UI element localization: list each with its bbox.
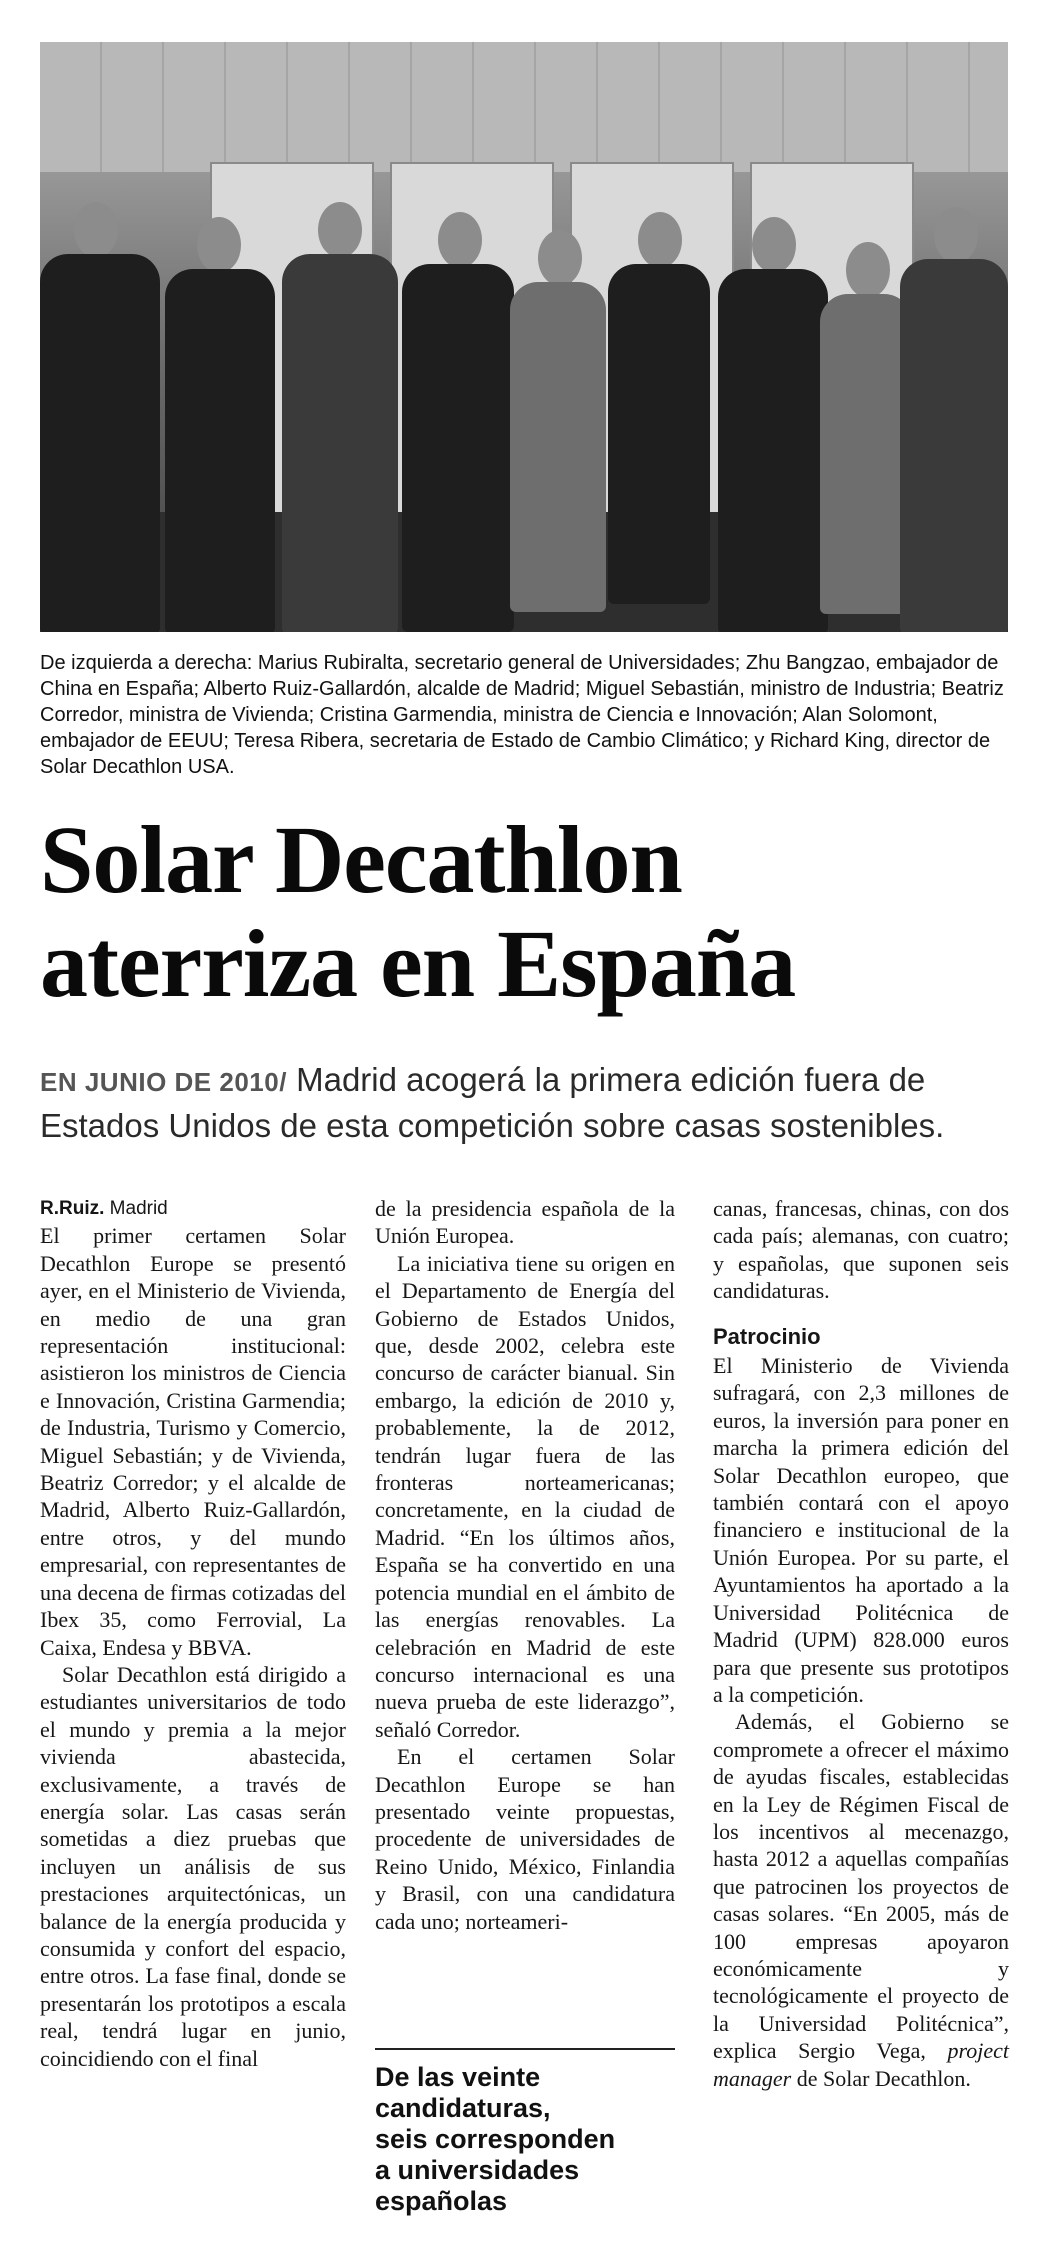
headline [40,808,1020,1016]
pull-quote-line: De las veinte [375,2062,541,2092]
group-photo [40,42,1008,632]
paragraph-text: de Solar Decathlon. [791,2065,971,2091]
paragraph: En el certamen Solar Decathlon Europe se han presentado veinte propuestas, procedente de universidades de Reino Unido, México, Finlandia y Brasil, con una candidatura cada uno; norteameri- [375,1744,675,1934]
paragraph: Solar Decathlon está dirigido a estudiantes universitarios de todo el mundo y premia a la mejor vivienda abastecida, exclusivamente, a través de energía solar. Las casas serán sometidas a diez pruebas que incluyen un análisis de sus prestaciones arquitectónicas, un balance de la energía producida y consumida y confort del espacio, entre otros. La fase final, donde se presentarán los prototipos a escala real, tendrá lugar en junio, coincidiendo con el final [40,1661,346,2071]
photo-caption: De izquierda a derecha: Marius Rubiralta, secretario general de Universidades; Zhu Bangzao, embajador de China en España; Alberto Ruiz-Gallardón, alcalde de Madrid; Miguel Sebastián, ministro de Industria; Beatriz Corredor, ministra de Vivienda; Cristina Garmendia, ministra de Ciencia e Innovación; Alan Solomont, embajador de EEUU; Teresa Ribera, secretaria de Estado de Cambio Climático; y Richard King, director de Solar Decathlon USA. [40,652,1004,778]
standfirst-text: Madrid acogerá la primera edición fuera de Estados Unidos de esta competición sobre casas sostenibles. [40,1061,945,1144]
pull-quote-line: españolas [375,2186,508,2216]
standfirst-kicker: EN JUNIO DE 2010/ [40,1067,287,1097]
paragraph-text: Además, el Gobierno se compromete a ofrecer el máximo de ayudas fiscales, establecidas en la Ley de Régimen Fiscal de los incentivos al mecenazgo, hasta 2012 a aquellas compañías que patrocinen los proyectos de casas solares. “En 2005, más de 100 empresas apoyaron económicamente y tecnológicamente el proyecto de la Universidad Politécnica”, explica Sergio Vega, [713,1709,1009,2064]
section-subhead: Patrocinio [713,1323,821,1349]
pull-quote [375,2048,675,2217]
byline-place: Madrid [104,1198,168,1219]
byline [40,1195,346,1222]
column-2 [375,1195,675,1935]
headline-line-2: aterriza en España [40,910,796,1017]
pull-quote-line: candidaturas, [375,2093,551,2123]
pull-quote-line: seis corresponden [375,2124,616,2154]
paragraph: La iniciativa tiene su origen en el Departamento de Energía del Gobierno de Estados Unidos, que, desde 2002, celebra este concurso de carácter bianual. Sin embargo, la edición de 2010 y, probablemente, la de 2012, tendrán lugar fuera de las fronteras norteamericanas; concretamente, en la ciudad de Madrid. “En los últimos años, España se ha convertido en una potencia mundial en el ámbito de las energías renovables. La celebración en Madrid de este concurso internacional es una nueva prueba de este liderazgo”, señaló Corredor. [375,1250,675,1742]
photo-background-wall [40,42,1008,172]
column-1 [40,1195,346,2072]
paragraph: de la presidencia española de la Unión Europea. [375,1196,675,1249]
paragraph: El primer certamen Solar Decathlon Europe se presentó ayer, en el Ministerio de Vivienda, en medio de una gran representación institucional: asistieron los ministros de Ciencia e Innovación, Cristina Garmendia; de Industria, Turismo y Comercio, Miguel Sebastián; y de Vivienda, Beatriz Corredor; y el alcalde de Madrid, Alberto Ruiz-Gallardón, entre otros, y del mundo empresarial, con representantes de una decena de firmas cotizadas del Ibex 35, como Ferrovial, La Caixa, Endesa y BBVA. [40,1223,347,1660]
headline-line-1: Solar Decathlon [40,806,682,913]
emphasis-text: project manager [713,2038,1009,2091]
standfirst [40,1058,1020,1148]
pull-quote-line: a universidades [375,2155,580,2185]
byline-author: R.Ruiz. [40,1198,105,1219]
paragraph: El Ministerio de Vivienda sufragará, con 2,3 millones de euros, la inversión para poner en marcha la primera edición del Solar Decathlon europeo, que también contará con el apoyo financiero e institucional de la Unión Europea. Por su parte, el Ayuntamientos ha aportado a la Universidad Politécnica de Madrid (UPM) 828.000 euros para que presente sus prototipos a la competición. [713,1353,1009,1707]
column-3 [713,1195,1009,2092]
paragraph [713,1708,1009,2092]
paragraph: canas, francesas, chinas, con dos cada país; alemanas, con cuatro; y españolas, que suponen seis candidaturas. [713,1196,1009,1304]
